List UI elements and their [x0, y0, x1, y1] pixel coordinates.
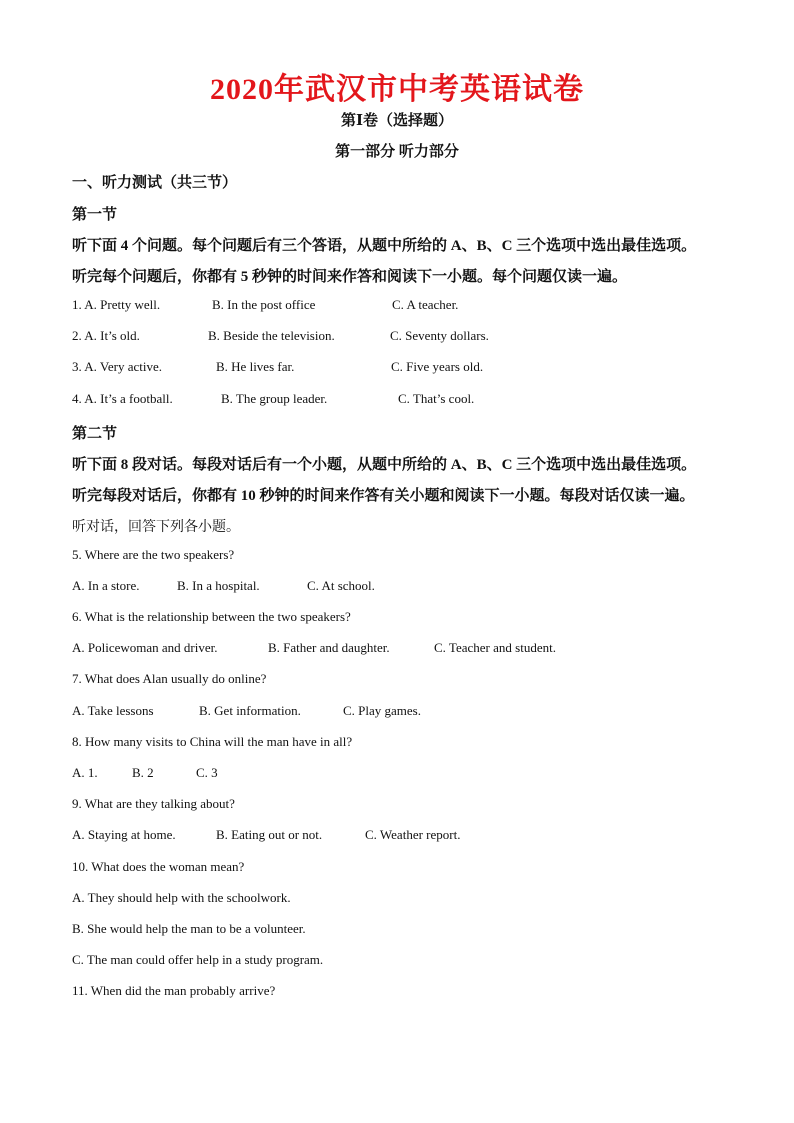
q2-option-b: B. Beside the television.	[208, 328, 335, 343]
part-heading: 第一部分 听力部分	[335, 144, 459, 160]
q5-option-b: B. In a hospital.	[177, 578, 260, 593]
section1-instruction-line2: 听完每个问题后，你都有 5 秒钟的时间来作答和阅读下一小题。每个问题仅读一遍。	[72, 269, 628, 285]
q6-question: 6. What is the relationship between the two speakers?	[72, 609, 351, 624]
q11-question: 11. When did the man probably arrive?	[72, 983, 276, 998]
section2-label: 第二节	[72, 426, 118, 442]
q9-option-a: A. Staying at home.	[72, 827, 176, 842]
q8-option-b: B. 2	[132, 765, 154, 780]
q3-option-b: B. He lives far.	[216, 359, 295, 374]
q9-question: 9. What are they talking about?	[72, 796, 235, 811]
q5-option-a: A. In a store.	[72, 578, 140, 593]
section2-instruction-line2: 听完每段对话后，你都有 10 秒钟的时间来作答有关小题和阅读下一小题。每段对话仅读一遍。	[72, 488, 695, 504]
q10-question: 10. What does the woman mean?	[72, 859, 245, 874]
section2-sub-instruction: 听对话，回答下列各小题。	[72, 520, 240, 535]
q2-option-c: C. Seventy dollars.	[390, 328, 489, 343]
q7-option-a: A. Take lessons	[72, 703, 154, 718]
section1-instruction-line1: 听下面 4 个问题。每个问题后有三个答语，从题中所给的 A、B、C 三个选项中选出最佳选项。	[72, 238, 697, 254]
section-heading: 一、听力测试（共三节）	[72, 175, 238, 191]
volume-heading: 第Ⅰ卷（选择题）	[340, 113, 454, 129]
q6-option-c: C. Teacher and student.	[434, 640, 556, 655]
q10-option-a: A. They should help with the schoolwork.	[72, 890, 291, 905]
q3-option-a: 3. A. Very active.	[72, 359, 163, 374]
q1-option-b: B. In the post office	[212, 297, 316, 312]
q10-option-c: C. The man could offer help in a study program.	[72, 952, 324, 967]
q8-option-a: A. 1.	[72, 765, 98, 780]
q8-question: 8. How many visits to China will the man have in all?	[72, 734, 353, 749]
q1-option-c: C. A teacher.	[392, 297, 459, 312]
section2-instruction-line1: 听下面 8 段对话。每段对话后有一个小题，从题中所给的 A、B、C 三个选项中选出最佳选项。	[72, 457, 697, 473]
q9-option-b: B. Eating out or not.	[216, 827, 323, 842]
q5-option-c: C. At school.	[307, 578, 375, 593]
q8-option-c: C. 3	[196, 765, 218, 780]
q7-question: 7. What does Alan usually do online?	[72, 671, 267, 686]
q9-option-c: C. Weather report.	[365, 827, 461, 842]
q4-option-c: C. That’s cool.	[398, 391, 475, 406]
q1-option-a: 1. A. Pretty well.	[72, 297, 161, 312]
q6-option-b: B. Father and daughter.	[268, 640, 390, 655]
section1-label: 第一节	[72, 207, 118, 223]
q7-option-c: C. Play games.	[343, 703, 421, 718]
q6-option-a: A. Policewoman and driver.	[72, 640, 218, 655]
q4-option-a: 4. A. It’s a football.	[72, 391, 173, 406]
q3-option-c: C. Five years old.	[391, 359, 484, 374]
q10-option-b: B. She would help the man to be a volunteer.	[72, 921, 306, 936]
q7-option-b: B. Get information.	[199, 703, 301, 718]
q5-question: 5. Where are the two speakers?	[72, 547, 235, 562]
q2-option-a: 2. A. It’s old.	[72, 328, 140, 343]
page-title: 2020年武汉市中考英语试卷	[210, 73, 584, 106]
q4-option-b: B. The group leader.	[221, 391, 328, 406]
